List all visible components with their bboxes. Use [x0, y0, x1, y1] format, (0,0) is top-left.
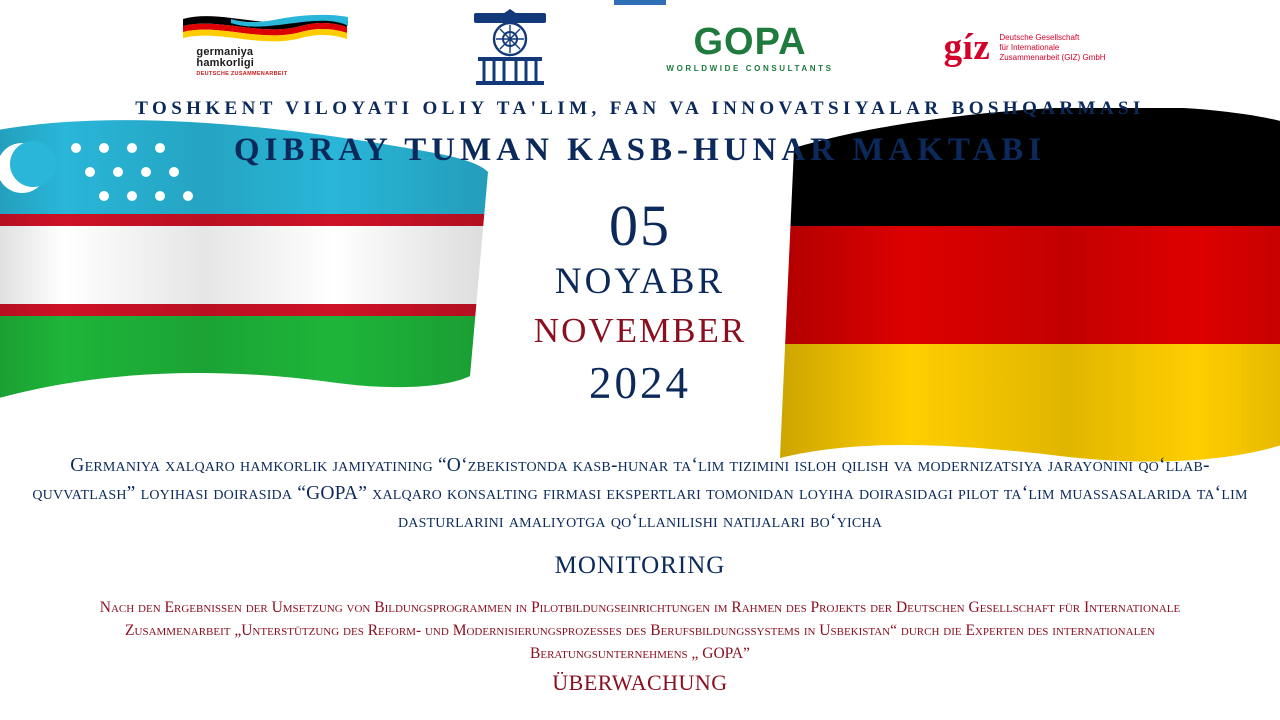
giz-subtitle-line1: Deutsche Gesellschaft [999, 33, 1080, 42]
top-marker [614, 0, 666, 5]
monitoring-title: MONITORING [554, 552, 726, 579]
germaniya-hamkorligi-logo [174, 13, 354, 83]
date-month-uz: NOYABR [554, 261, 726, 302]
germaniya-label-line1: germaniya [196, 46, 254, 58]
germaniya-label-line3: DEUTSCHE ZUSAMMENARBEIT [196, 71, 288, 77]
gopa-logo [666, 23, 833, 73]
logo-strip [0, 0, 1280, 96]
date-year: 2024 [589, 358, 691, 408]
germaniya-ribbon-icon [179, 13, 349, 43]
giz-subtitle [999, 33, 1105, 63]
uberwachung-title: ÜBERWACHUNG [552, 670, 728, 695]
giz-logo [943, 27, 1106, 68]
body-text-de: Nach den Ergebnissen der Umsetzung von Bildungsprogrammen in Pilotbildungseinrichtungen im Rahmen des Projekts der Deutschen Gesellschaft für Internationale Zusammenarbeit „Unterstützung des Reform- und Modernisierungsprozesses des Berufsbildungssystems in Usbekistan“ durch die Experten des internationalen Beratungsunternehmens „ GOPA” [99, 599, 1181, 662]
date-block [0, 195, 1280, 411]
heading-school: QIBRAY TUMAN KASB-HUNAR MAKTABI [233, 132, 1047, 168]
uzbekistan-emblem-logo [464, 9, 556, 87]
body-text-uz: Germaniya xalqaro hamkorlik jamiyatining “O‘zbekistonda kasb-hunar ta‘lim tizimini isloh qilish va modernizatsiya jarayonini qo‘llab-quvvatlash” loyihasi doirasida “GOPA” xalqaro konsalting firmasi ekspertlari tomonidan loyiha doirasidagi pilot ta‘lim muassasalarida ta‘lim dasturlarini amaliyotga qo‘llanilishi natijalari bo‘yicha [32, 455, 1248, 532]
giz-subtitle-line2: für Internationale [999, 43, 1060, 52]
date-month-en: NOVEMBER [533, 311, 747, 350]
germaniya-label-line2: hamkorligi [196, 57, 255, 69]
heading-block [0, 98, 1280, 169]
gopa-tagline: WORLDWIDE CONSULTANTS [666, 64, 834, 73]
heading-department: TOSHKENT VILOYATI OLIY TA'LIM, FAN VA INNOVATSIYALAR BOSHQARMASI [135, 98, 1145, 119]
date-day: 05 [609, 193, 671, 258]
giz-wordmark: gíz [943, 27, 991, 68]
gopa-wordmark: GOPA [693, 21, 807, 63]
giz-subtitle-line3: Zusammenarbeit (GIZ) GmbH [999, 53, 1106, 62]
